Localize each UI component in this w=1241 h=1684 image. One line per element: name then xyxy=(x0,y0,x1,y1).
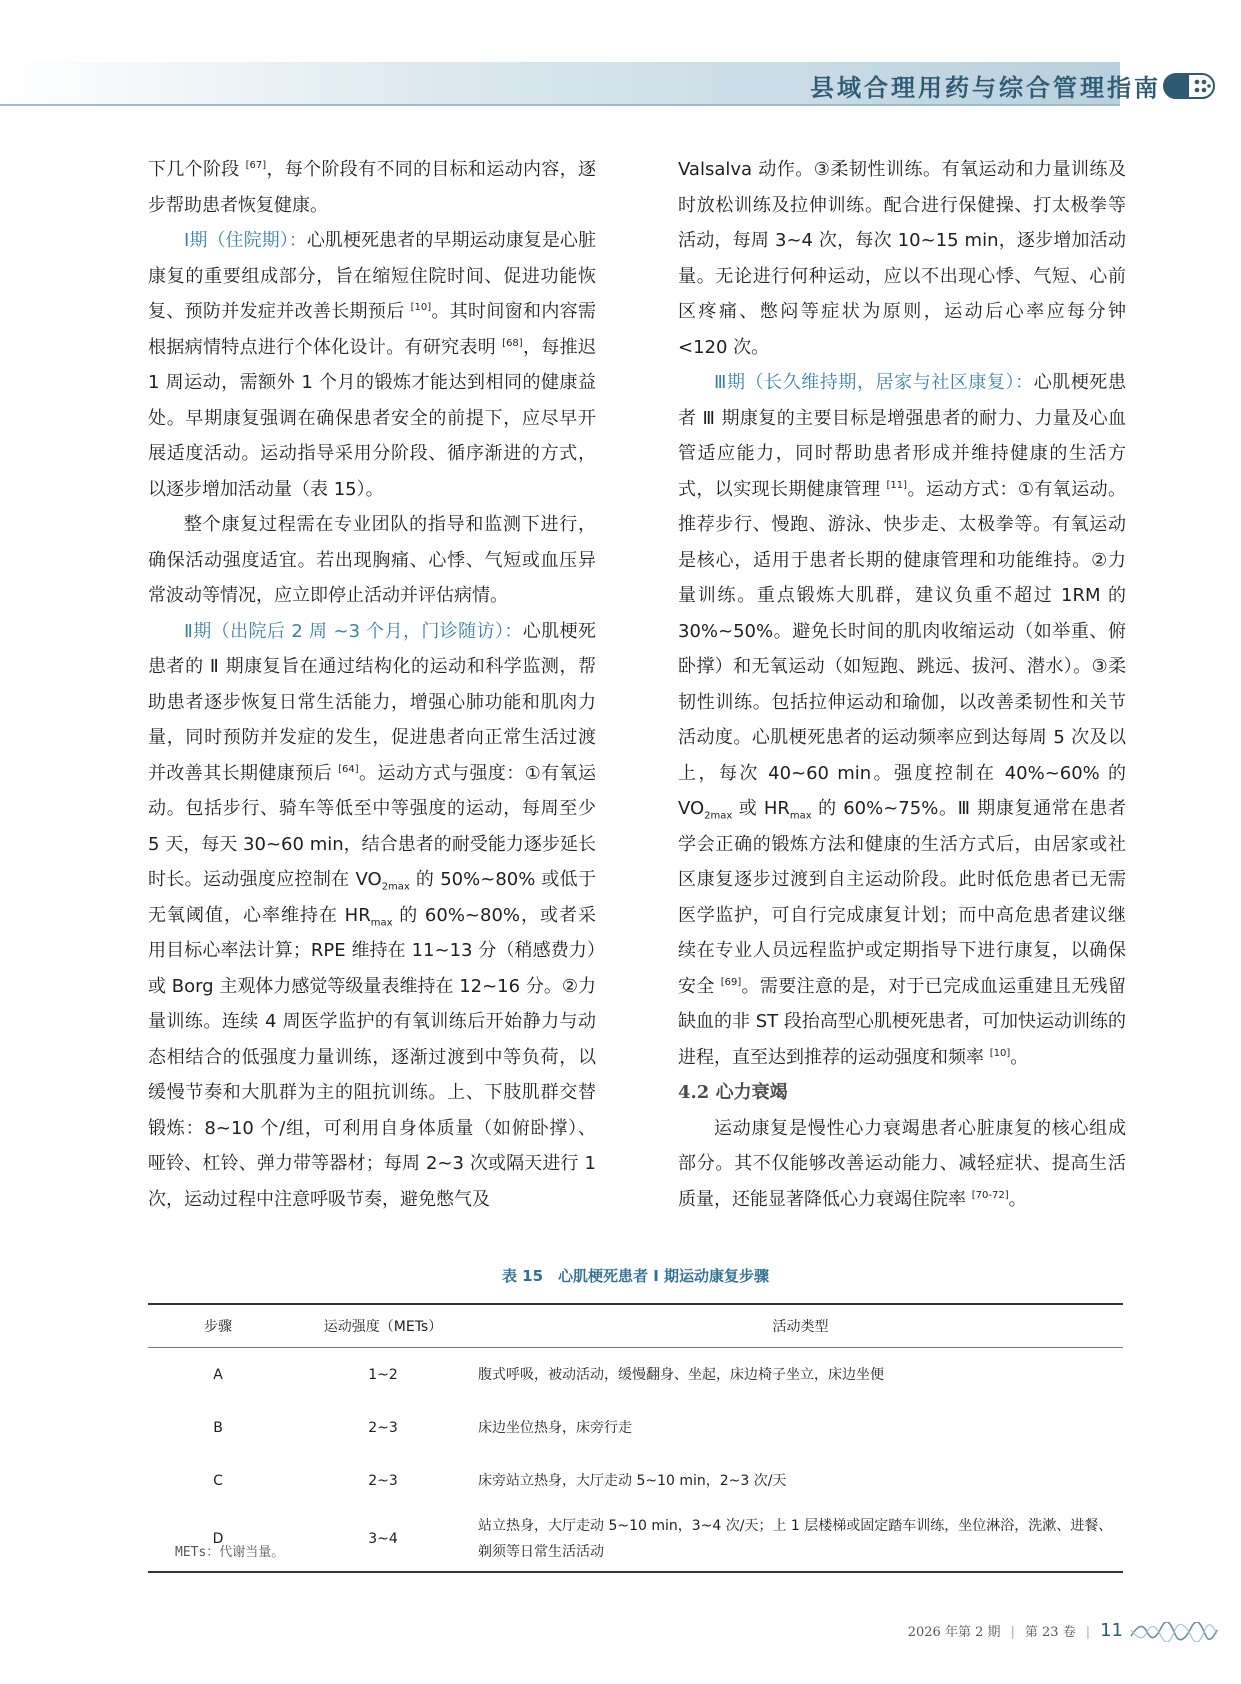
rehab-steps-table xyxy=(148,1303,1123,1573)
citation-ref: [68] xyxy=(502,337,523,349)
body-paragraph xyxy=(148,614,596,1218)
citation-ref: [70-72] xyxy=(971,1189,1009,1201)
table-row xyxy=(148,1454,1123,1507)
cell-intensity: 2~3 xyxy=(368,1472,398,1489)
table-row xyxy=(148,1507,1123,1572)
citation-ref: [10] xyxy=(989,1047,1011,1059)
subscript: 2max xyxy=(704,810,733,822)
capsule-icon xyxy=(1163,73,1215,99)
text-run: 的 60%~75%。Ⅲ 期康复通常在患者学会正确的锻炼方法和健康的生活方式后，由居家或社区康复逐步过渡到自主运动阶段。此时低危患者已无需医学监护，可自行完成康复计划；而中高危患者建议继续在专业人员远程监护或定期指导下进行康复，以确保安全 xyxy=(678,798,1126,997)
text-run: 。需要注意的是，对于已完成血运重建且无残留缺血的非 ST 段抬高型心肌梗死患者，可加快运动训练的进程，直至达到推荐的运动强度和频率 xyxy=(678,975,1126,1068)
cell-activity: 床旁站立热身，大厅走动 5~10 min，2~3 次/天 xyxy=(478,1472,787,1489)
citation-ref: [69] xyxy=(720,976,742,988)
body-paragraph xyxy=(148,152,596,223)
volume-label: 第 23 卷 xyxy=(1024,1625,1076,1640)
body-paragraph xyxy=(678,152,1126,365)
text-run: ，每推迟 1 周运动，需额外 1 个月的锻炼才能达到相同的健康益处。早期康复强调在确保患者安全的前提下，应尽早开展适度活动。运动指导采用分阶段、循序渐进的方式，以逐步增加活动量（表 15）。 xyxy=(148,336,596,500)
text-run: Valsalva 动作。③柔韧性训练。有氧运动和力量训练及时放松训练及拉伸训练。配合进行保健操、打太极拳等活动，每周 3~4 次，每次 10~15 min，逐步增加活动量。无论进行何种运动，应以不出现心悸、气短、心前区疼痛、憋闷等症状为原则，运动后心率应每分钟 <120 次。 xyxy=(678,159,1126,358)
body-paragraph xyxy=(678,365,1126,1075)
phase-label: Ⅱ期（出院后 2 周 ~3 个月，门诊随访）： xyxy=(184,620,523,642)
wave-decoration-icon xyxy=(1129,1622,1219,1642)
footer-divider: | xyxy=(1010,1625,1015,1640)
footer-divider: | xyxy=(1085,1625,1091,1640)
text-run: 。其时间窗和内容需根据病情特点进行个体化设计。有研究表明 xyxy=(148,301,596,358)
body-paragraph xyxy=(678,1111,1126,1218)
header-step: 步骤 xyxy=(204,1319,232,1335)
cell-activity: 腹式呼吸，被动活动，缓慢翻身、坐起，床边椅子坐立，床边坐便 xyxy=(478,1366,884,1383)
page-footer xyxy=(908,1620,1123,1641)
cell-intensity: 3~4 xyxy=(368,1531,398,1547)
subscript: max xyxy=(370,917,393,929)
phase-label: Ⅲ期（长久维持期，居家与社区康复）： xyxy=(714,372,1034,393)
table-note: METs：代谢当量。 xyxy=(175,1545,285,1560)
table-caption: 表 15 心肌梗死患者 Ⅰ 期运动康复步骤 xyxy=(501,1267,770,1285)
cell-step: C xyxy=(213,1472,223,1489)
citation-ref: [11] xyxy=(886,479,908,491)
body-paragraph xyxy=(148,223,596,507)
text-run: 心肌梗死患者 Ⅲ 期康复的主要目标是增强患者的耐力、力量及心血管适应能力，同时帮助患者形成并维持健康的生活方式，以实现长期健康管理 xyxy=(678,372,1126,500)
right-text-column xyxy=(678,152,1126,1217)
text-run: 的 50%~80% 或低于无氧阈值，心率维持在 HR xyxy=(148,869,597,926)
text-run: 运动康复是慢性心力衰竭患者心脏康复的核心组成部分。其不仅能够改善运动能力、减轻症状、提高生活质量，还能显著降低心力衰竭住院率 xyxy=(678,1117,1126,1210)
text-run: 。 xyxy=(1010,1046,1029,1068)
text-run: 的 60%~80%，或者采用目标心率法计算；RPE 维持在 11~13 分（稍感费力）或 Borg 主观体力感觉等级量表维持在 12~16 分。②力量训练。连续 4 周医学监护的有氧训练后开始静力与动态相结合的低强度力量训练，逐渐过渡到中等负荷，以缓慢节奏和大肌群为主的阻抗训练。上、下肢肌群交替锻炼：8~10 个/组，可利用自身体质量（如俯卧撑）、哑铃、杠铃、弹力带等器材；每周 2~3 次或隔天进行 1 次，运动过程中注意呼吸节奏，避免憋气及 xyxy=(148,904,596,1210)
subscript: max xyxy=(789,810,812,822)
cell-activity: 床边坐位热身，床旁行走 xyxy=(478,1419,632,1436)
text-run: 。 xyxy=(1008,1188,1027,1210)
cell-intensity: 2~3 xyxy=(368,1419,398,1436)
citation-ref: [67] xyxy=(245,160,267,171)
cell-step: A xyxy=(213,1366,223,1383)
header-rule xyxy=(0,104,1120,106)
body-paragraph xyxy=(148,507,596,614)
table-header-row xyxy=(148,1304,1123,1348)
table-row xyxy=(148,1401,1123,1454)
journal-title: 县域合理用药与综合管理指南 xyxy=(810,73,1161,102)
cell-step: D xyxy=(212,1531,224,1547)
cell-intensity: 1~2 xyxy=(368,1366,398,1383)
text-run: 整个康复过程需在专业团队的指导和监测下进行，确保活动强度适宜。若出现胸痛、心悸、气短或血压异常波动等情况，应立即停止活动并评估病情。 xyxy=(148,514,596,606)
text-run: ，每个阶段有不同的目标和运动内容，逐步帮助患者恢复健康。 xyxy=(148,159,596,216)
text-run: 。运动方式：①有氧运动。推荐步行、慢跑、游泳、快步走、太极拳等。有氧运动是核心，适用于患者长期的健康管理和功能维持。②力量训练。重点锻炼大肌群，建议负重不超过 1RM 的 30%~50%。避免长时间的肌肉收缩运动（如举重、俯卧撑）和无氧运动（如短跑、跳远、拔河、潜水）。③柔韧性训练。包括拉伸运动和瑜伽，以改善柔韧性和关节活动度。心肌梗死患者的运动频率应到达每周 5 次及以上，每次 40~60 min。强度控制在 40%~60% 的 VO xyxy=(678,478,1126,819)
header-intensity: 运动强度（METs） xyxy=(323,1319,443,1335)
text-run: 。运动方式与强度：①有氧运动。包括步行、骑车等低至中等强度的运动，每周至少 5 天，每天 30~60 min，结合患者的耐受能力逐步延长时长。运动强度应控制在 VO xyxy=(148,762,596,890)
text-run: 下几个阶段 xyxy=(148,159,246,180)
cell-activity: 站立热身，大厅走动 5~10 min，3~4 次/天；上 1 层楼梯或固定踏车训练，坐位淋浴，洗漱、进餐、剃须等日常生活活动 xyxy=(478,1518,1113,1560)
header-activity: 活动类型 xyxy=(772,1319,829,1335)
phase-label: Ⅰ期（住院期）： xyxy=(184,230,307,251)
citation-ref: [10] xyxy=(410,302,432,313)
page-number: 11 xyxy=(1100,1620,1123,1641)
cell-step: B xyxy=(213,1419,223,1436)
section-heading: 4.2 心力衰竭 xyxy=(678,1082,788,1103)
left-text-column xyxy=(148,152,596,1217)
text-run: 心肌梗死患者的早期运动康复是心脏康复的重要组成部分，旨在缩短住院时间、促进功能恢复、预防并发症并改善长期预后 xyxy=(148,230,597,322)
subscript: 2max xyxy=(381,881,410,893)
table-row xyxy=(148,1348,1123,1402)
text-run: 或 HR xyxy=(732,798,790,819)
text-run: 心肌梗死患者的 Ⅱ 期康复旨在通过结构化的运动和科学监测，帮助患者逐步恢复日常生活能力，增强心肺功能和肌肉力量，同时预防并发症的发生，促进患者向正常生活过渡并改善其长期健康预后 xyxy=(148,620,597,784)
issue-label: 2026 年第 2 期 xyxy=(907,1625,1001,1640)
citation-ref: [64] xyxy=(338,763,359,775)
